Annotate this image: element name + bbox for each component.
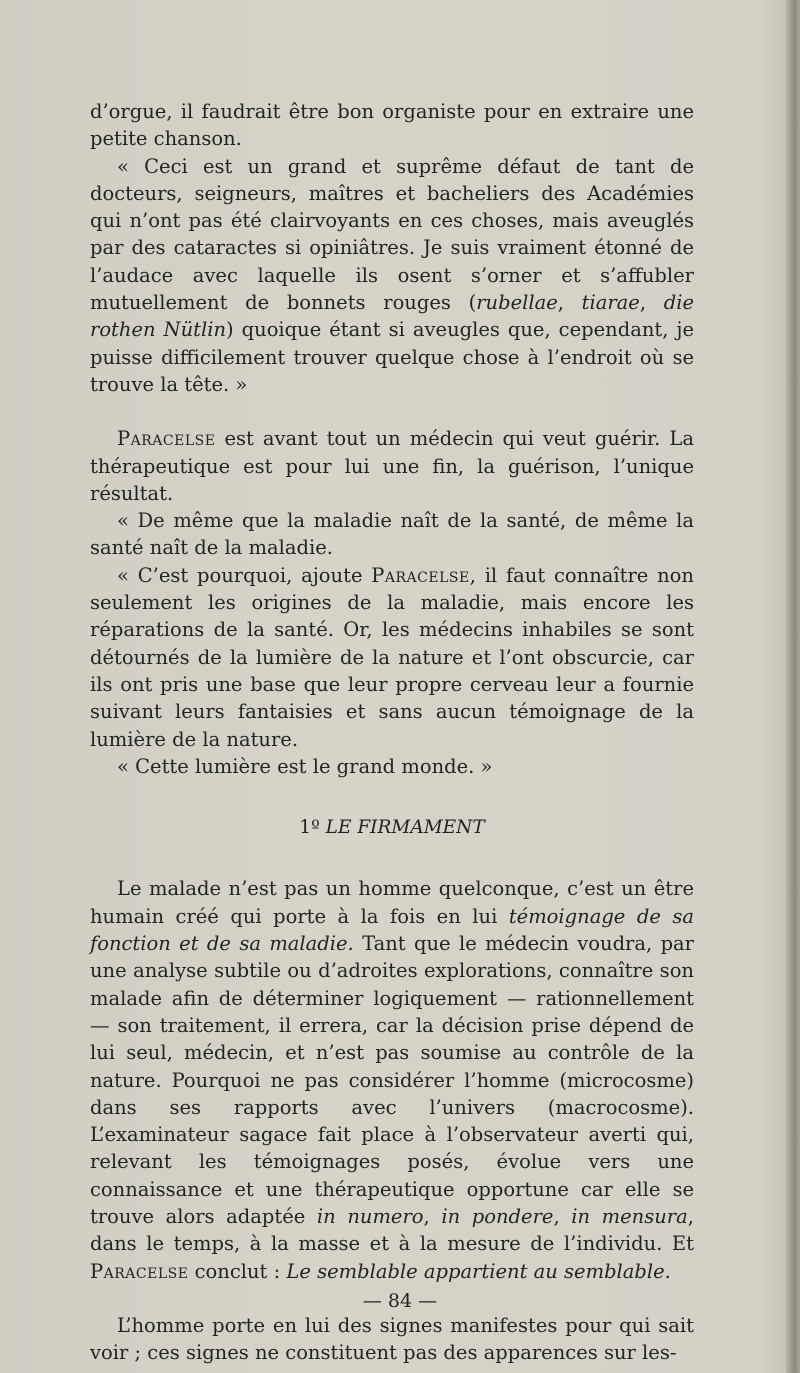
paragraph: [90, 153, 694, 399]
italic-text: témoignage de sa fonction et de sa maladie.: [90, 904, 694, 956]
author-name-smallcaps: Paracelse: [371, 563, 470, 587]
italic-text: tiarae: [581, 291, 640, 315]
page-number: — 84 —: [362, 1290, 438, 1312]
text-run: d’orgue, il faudrait être bon organiste pour en extraire une petite chanson.: [90, 100, 694, 151]
italic-text: rubellae: [476, 291, 558, 315]
text-run: L’homme porte en lui des signes manifestes pour qui sait voir ; ces signes ne constituent pas des apparences sur les-: [90, 1313, 694, 1365]
text-run: ,: [639, 291, 664, 315]
italic-text: in pondere: [441, 1204, 554, 1228]
section-spacer: [90, 398, 694, 425]
author-name-smallcaps: Paracelse: [117, 427, 216, 451]
section-spacer: [90, 841, 694, 875]
text-run: , il faut connaître non seulement les origines de la maladie, mais encore les réparations de la santé. Or, les médecins inhabiles se sont détournés de la lumière de la nature et l’ont obscurcie, car ils ont pris une base que leur propre cerveau leur a fournie suivant leurs fantaisies et sans aucun témoignage de la lumière de la nature.: [90, 563, 694, 751]
text-run: « Ceci est un grand et suprême défaut de tant de docteurs, seigneurs, maîtres et bacheliers des Académies qui n’ont pas été clairvoyants en ces choses, mais aveuglés par des cataractes si opiniâtres. Je suis vraiment étonné de l’audace avec laquelle ils osent s’orner et s’affubler mutuellement de bonnets rouges (: [90, 154, 694, 315]
text-run: ,: [557, 291, 582, 315]
paragraph: [90, 1312, 694, 1367]
paragraph: [90, 425, 694, 507]
section-heading: [90, 814, 694, 841]
paragraph: [90, 98, 694, 153]
paragraph: [90, 507, 694, 562]
italic-text: in mensura: [571, 1204, 688, 1228]
text-run: est avant tout un médecin qui veut guérir. La thérapeutique est pour lui une fin, la guérison, l’unique résultat.: [90, 427, 694, 505]
paragraph: [90, 753, 694, 780]
page-text-body: [90, 98, 694, 1366]
paragraph: [90, 562, 694, 753]
text-run: « De même que la maladie naît de la santé, de même la santé naît de la maladie.: [90, 509, 694, 560]
text-run: ) quoique étant si aveugles que, cependant, je puisse difficilement trouver quelque chose à l’endroit où se trouve la tête. »: [90, 318, 694, 396]
italic-text: in numero: [316, 1204, 424, 1228]
section-number: 1º: [299, 817, 320, 839]
text-run: « C’est pourquoi, ajoute: [117, 563, 372, 587]
text-run: ,: [423, 1204, 442, 1228]
page-edge-shadow: [786, 0, 800, 1373]
section-title: LE FIRMAMENT: [325, 817, 485, 839]
italic-text: die rothen Nütlin: [90, 291, 694, 342]
text-run: , dans le temps, à la masse et à la mesure de l’individu. Et: [90, 1204, 694, 1256]
text-run: conclut :: [188, 1259, 287, 1283]
paragraph: [90, 875, 694, 1284]
section-spacer: [90, 780, 694, 814]
text-run: ,: [553, 1204, 572, 1228]
author-name-smallcaps: Paracelse: [90, 1259, 189, 1283]
italic-text: Le semblable appartient au semblable.: [286, 1259, 671, 1283]
text-run: « Cette lumière est le grand monde. »: [117, 754, 493, 778]
text-run: Le malade n’est pas un homme quelconque, c’est un être humain créé qui porte à la fois en lui: [90, 877, 694, 928]
text-run: Tant que le médecin voudra, par une analyse subtile ou d’adroites explorations, connaître son malade afin de déterminer logiquement — rationnellement — son traitement, il errera, car la décision prise dépend de lui seul, médecin, et n’est pas soumise au contrôle de la nature. Pourquoi ne pas considérer l’homme (microcosme) dans ses rapports avec l’univers (macrocosme). L’examinateur sagace fait place à l’observateur averti qui, relevant les témoignages posés, évolue vers une connaissance et une thérapeutique opportune car elle se trouve alors adaptée: [90, 932, 694, 1228]
